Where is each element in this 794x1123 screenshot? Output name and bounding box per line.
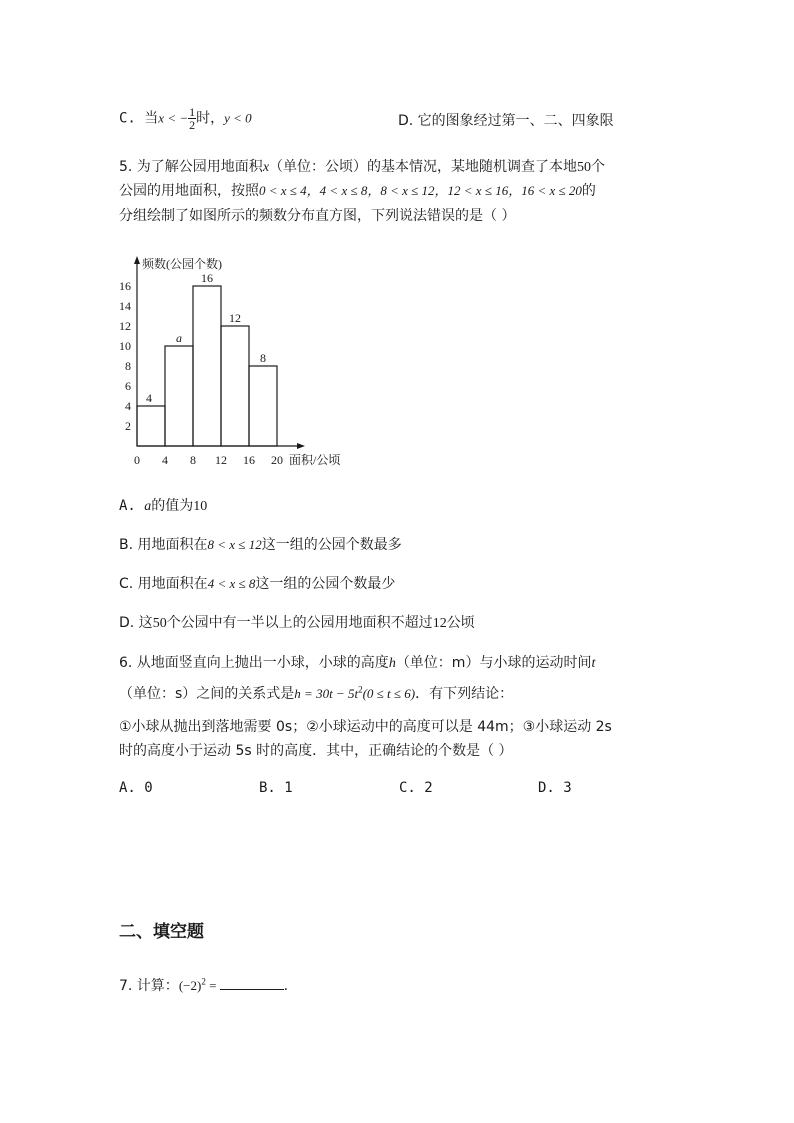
q5-option-b: B. 用地面积在8 < x ≤ 12这一组的公园个数最多 [119,537,402,553]
q6-stem-line2: （单位：s）之间的关系式是$h = 30t - 5t^2(0 \le t \le 6)$．有下列结论： [119,684,514,702]
y-tick-label: 16 [119,279,131,293]
q6-option-d: D. 3 [538,780,572,796]
q5-option-d: D. 这50个公园中有一半以上的公园用地面积不超过12公顷 [119,615,475,631]
y-tick-label: 8 [125,359,131,373]
q5-stem-line1: 5. 为了解公园用地面积x（单位：公顷）的基本情况，某地随机调查了本地50个 [119,159,606,175]
q6-option-c: C. 2 [399,780,433,796]
q6-stem-line4: 时的高度小于运动 5s 时的高度．其中，正确结论的个数是（ ） [119,743,513,759]
x-axis-arrow [297,443,305,449]
q6-option-a: A. 0 [119,780,153,796]
fraction: $\frac{1}{2}$ [189,105,196,132]
q7-question: 7. 计算：$(-2)^2$ = . [119,976,289,994]
q6-option-b: B. 1 [259,780,293,796]
histogram-bar [193,286,221,446]
x-tick-label: 8 [190,453,196,467]
x-tick-label: 4 [162,453,168,467]
x-tick-label: 20 [271,453,283,467]
bar-label: 8 [260,351,266,365]
y-tick-label: 14 [119,299,131,313]
y-axis-arrow [134,256,140,264]
bar-label: 16 [201,271,213,285]
x-tick-label: 12 [215,453,227,467]
bar-label: a [176,331,182,345]
q5-stem-line3: 分组绘制了如图所示的频数分布直方图，下列说法错误的是（ ） [119,208,516,224]
q5-option-c: C. 用地面积在4 < x ≤ 8这一组的公园个数最少 [119,576,396,592]
histogram-bar [249,366,277,446]
x-tick-label: 16 [243,453,255,467]
histogram-bar [137,406,165,446]
x-axis-label: 面积/公顷 [289,453,341,467]
q5-option-a: A. a的值为10 [119,498,208,514]
x-tick-label: 0 [134,453,140,467]
q5-stem-line2: 公园的用地面积，按照0 < x ≤ 4，4 < x ≤ 8，8 < x ≤ 12，12 < x ≤ 16，16 < x ≤ 20的 [119,183,596,199]
q4-option-c: C. 当x < − $\frac{1}{2}$ 时，y < 0 [119,105,252,132]
histogram-bar [221,326,249,446]
histogram-chart [110,240,370,475]
y-tick-label: 4 [125,399,131,413]
y-tick-label: 12 [119,319,131,333]
q6-stem-line1: 6. 从地面竖直向上抛出一小球，小球的高度h（单位：m）与小球的运动时间t [119,655,596,671]
bar-label: 12 [229,311,241,325]
y-tick-label: 2 [125,419,131,433]
q6-stem-line3: ①小球从抛出到落地需要 0s；②小球运动中的高度可以是 44m；③小球运动 2s [119,719,612,735]
answer-blank[interactable] [220,975,284,990]
section-heading: 二、填空题 [119,922,204,942]
y-tick-label: 10 [119,339,131,353]
y-axis-label: 频数(公园个数) [142,257,222,271]
q4-option-d: D. 它的图象经过第一、二、四象限 [398,113,614,129]
y-tick-label: 6 [125,379,131,393]
histogram-bar [165,346,193,446]
bar-label: 4 [146,391,152,405]
